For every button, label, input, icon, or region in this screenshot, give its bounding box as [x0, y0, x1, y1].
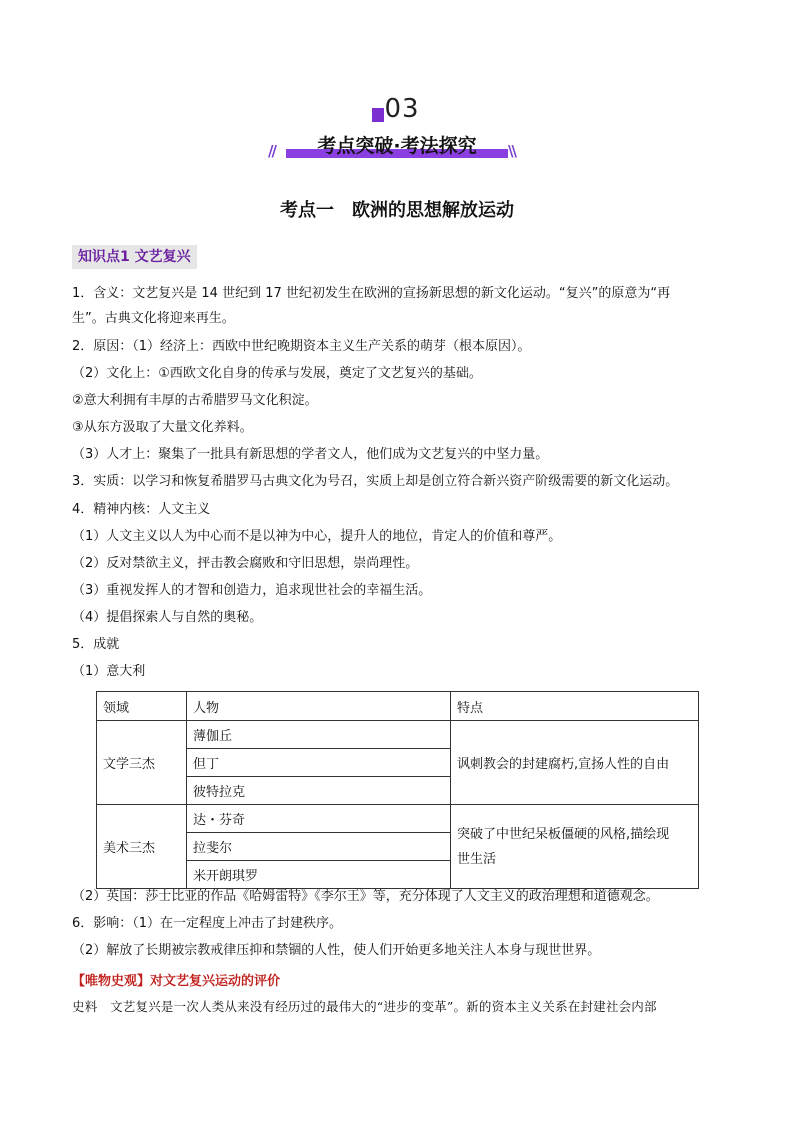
content-line: （3）人才上：聚集了一批具有新思想的学者文人，他们成为文艺复兴的中坚力量。 — [72, 447, 549, 462]
table-cell-person: 彼特拉克 — [187, 777, 451, 805]
content-line: （3）重视发挥人的才智和创造力，追求现世社会的幸福生活。 — [72, 583, 432, 598]
slash-decoration-right: \\ — [508, 142, 515, 160]
table-cell-person: 达・芬奇 — [187, 805, 451, 833]
content-line: 5．成就 — [72, 637, 120, 652]
content-line: 生”。古典文化将迎来再生。 — [72, 311, 235, 326]
content-line: ②意大利拥有丰厚的古希腊罗马文化积淀。 — [72, 393, 318, 408]
knowledge-point-text: 知识点1 文艺复兴 — [78, 249, 191, 265]
content-line: ③从东方汲取了大量文化养料。 — [72, 420, 253, 435]
evaluation-text: 史料 文艺复兴是一次人类从来没有经历过的最伟大的“进步的变革”。新的资本主义关系在封建社会内部 — [72, 999, 657, 1014]
content-line: 6．影响：（1）在一定程度上冲击了封建秩序。 — [72, 916, 343, 931]
table-cell-field: 美术三杰 — [97, 805, 187, 889]
table-cell-person: 拉斐尔 — [187, 833, 451, 861]
table-row — [97, 805, 699, 833]
table-row — [97, 721, 699, 749]
section-number: 03 — [384, 94, 420, 124]
content-line: 4．精神内核：人文主义 — [72, 502, 211, 517]
section-title: 考点突破·考法探究 — [317, 135, 477, 157]
table-cell-feature — [451, 805, 699, 889]
table-cell-person: 但丁 — [187, 749, 451, 777]
content-line: （2）文化上：①西欧文化自身的传承与发展，奠定了文艺复兴的基础。 — [72, 366, 482, 381]
content-line: （2）反对禁欲主义，抨击教会腐败和守旧思想，崇尚理性。 — [72, 556, 419, 571]
content-line: 2．原因：（1）经济上：西欧中世纪晚期资本主义生产关系的萌芽（根本原因）。 — [72, 339, 531, 354]
slash-decoration-left: // — [268, 142, 275, 160]
feature-text-line: 世生活 — [457, 851, 497, 867]
content-line: （4）提倡探索人与自然的奥秘。 — [72, 610, 263, 625]
content-line: 1．含义：文艺复兴是 14 世纪到 17 世纪初发生在欧洲的宣扬新思想的新文化运动。“复兴”的原意为“再 — [72, 286, 671, 301]
table-cell-person: 薄伽丘 — [187, 721, 451, 749]
content-line: （1）意大利 — [72, 664, 146, 679]
table-cell-person: 米开朗琪罗 — [187, 861, 451, 889]
evaluation-title: 【唯物史观】对文艺复兴运动的评价 — [72, 974, 281, 989]
content-line: （2）英国：莎士比亚的作品《哈姆雷特》《李尔王》等，充分体现了人文主义的政治理想和道德观念。 — [72, 889, 659, 904]
chapter-title: 考点一 欧洲的思想解放运动 — [280, 200, 514, 221]
table-header-feature: 特点 — [451, 692, 699, 721]
table-header-person: 人物 — [187, 692, 451, 721]
table-cell-field: 文学三杰 — [97, 721, 187, 805]
achievements-table — [96, 691, 699, 889]
content-line: 3．实质：以学习和恢复希腊罗马古典文化为号召，实质上却是创立符合新兴资产阶级需要的新文化运动。 — [72, 474, 679, 489]
table-header-row — [97, 692, 699, 721]
content-line: （1）人文主义以人为中心而不是以神为中心，提升人的地位，肯定人的价值和尊严。 — [72, 529, 562, 544]
knowledge-point-label — [72, 245, 197, 269]
feature-text-line: 突破了中世纪呆板僵硬的风格,描绘现 — [457, 826, 670, 842]
content-line: （2）解放了长期被宗教戒律压抑和禁锢的人性，使人们开始更多地关注人本身与现世世界。 — [72, 943, 601, 958]
table-cell-feature: 讽刺教会的封建腐朽,宣扬人性的自由 — [451, 721, 699, 805]
table-header-field: 领域 — [97, 692, 187, 721]
